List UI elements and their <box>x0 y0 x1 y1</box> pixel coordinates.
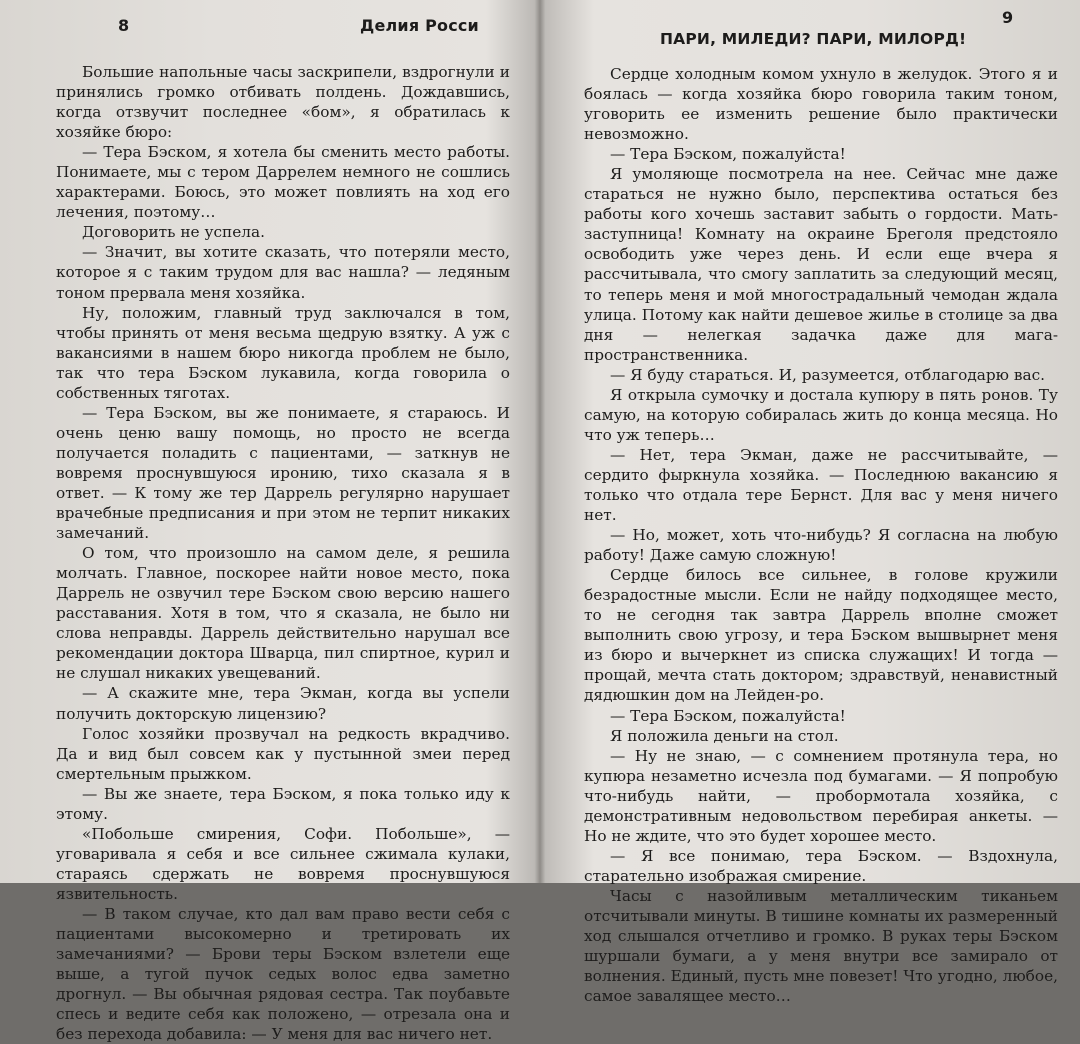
paragraph: — Ну не знаю, — с сомнением протянула тера, но купюра незаметно исчезла под бумагами. — Я попробую что-нибудь найти, — пробормотала хозяйка, с демонстративным недовольством перебирая анкеты. — Но не ждите, что это будет хорошее место. <box>584 746 1058 845</box>
page-number: 9 <box>1002 8 1014 27</box>
paragraph: — В таком случае, кто дал вам право вести себя с пациентами высокомерно и третировать их замечаниями? — Брови теры Бэском взлетели еще выше, а тугой пучок седых волос едва заметно дрогнул. — Вы обычная рядовая сестра. Так поубавьте спесь и ведите себя как положено, — отрезала она и без перехода добавила: — У меня для вас ничего нет. <box>56 904 510 1044</box>
paragraph: — Но, может, хоть что-нибудь? Я согласна на любую работу! Даже самую сложную! <box>584 526 1058 565</box>
paragraph: Сердце билось все сильнее, в голове кружили безрадостные мысли. Если не найду подходящее место, то не сегодня так завтра Даррель вполне сможет выполнить свою угрозу, и тера Бэском вышвырнет меня из бюро и вычеркнет из списка служащих! И тогда — прощай, мечта стать доктором; здравствуй, ненавистный дядюшкин дом на Лейден-ро. <box>584 566 1058 705</box>
right-page-text <box>584 64 1058 1006</box>
paragraph: — Значит, вы хотите сказать, что потеряли место, которое я с таким трудом для вас нашла? — ледяным тоном прервала меня хозяйка. <box>56 243 510 302</box>
right-page <box>540 0 1080 1006</box>
paragraph: — Тера Бэском, пожалуйста! <box>610 145 846 164</box>
page-number: 8 <box>118 16 130 35</box>
paragraph: Я положила деньги на стол. <box>610 726 839 745</box>
paragraph: — Тера Бэском, я хотела бы сменить место работы. Понимаете, мы с тером Даррелем немного не сошлись характерами. Боюсь, это может повлиять на ход его лечения, поэтому… <box>56 143 510 222</box>
running-header-title: ПАРИ, МИЛЕДИ? ПАРИ, МИЛОРД! <box>660 30 967 48</box>
paragraph: — Я все понимаю, тера Бэском. — Вздохнула, старательно изображая смирение. <box>584 846 1058 885</box>
paragraph: — А скажите мне, тера Экман, когда вы успели получить докторскую лицензию? <box>56 684 510 723</box>
running-header-author: Делия Росси <box>360 16 479 35</box>
paragraph: Часы с назойливым металлическим тиканьем отсчитывали минуты. В тишине комнаты их размеренный ход слышался отчетливо и громко. В руках теры Бэском шуршали бумаги, а у меня внутри все замирало от волнения. Единый, пусть мне повезет! Что угодно, любое, самое завалящее место… <box>584 886 1058 1006</box>
paragraph: Я открыла сумочку и достала купюру в пять ронов. Ту самую, на которую собиралась жить до конца месяца. Но что уж теперь… <box>584 385 1058 444</box>
paragraph: Ну, положим, главный труд заключался в том, чтобы принять от меня весьма щедрую взятку. А уж с вакансиями в нашем бюро никогда проблем не было, так что тера Бэском лукавила, когда говорила о собственных тяготах. <box>56 303 510 402</box>
paragraph: «Побольше смирения, Софи. Побольше», — уговаривала я себя и все сильнее сжимала кулаки, стараясь сдержать не вовремя проснувшуюся язвительность. <box>56 824 510 903</box>
left-page-text <box>56 62 510 1044</box>
left-page-header <box>56 14 510 48</box>
paragraph: Договорить не успела. <box>82 223 265 242</box>
right-page-header <box>584 8 1058 64</box>
paragraph: — Вы же знаете, тера Бэском, я пока только иду к этому. <box>56 784 510 823</box>
paragraph: О том, что произошло на самом деле, я решила молчать. Главное, поскорее найти новое место, пока Даррель не озвучил тере Бэском свою версию нашего расставания. Хотя в том, что я сказала, не было ни слова неправды. Даррель действительно нарушал все рекомендации доктора Шварца, пил спиртное, курил и не слушал никаких увещеваний. <box>56 544 510 683</box>
paragraph: — Нет, тера Экман, даже не рассчитывайте, — сердито фыркнула хозяйка. — Последнюю вакансию я только что отдала тере Бернст. Для вас у меня ничего нет. <box>584 445 1058 525</box>
paragraph: — Я буду стараться. И, разумеется, отблагодарю вас. <box>610 365 1046 384</box>
paragraph: Голос хозяйки прозвучал на редкость вкрадчиво. Да и вид был совсем как у пустынной змеи перед смертельным прыжком. <box>56 724 510 783</box>
paragraph: — Тера Бэском, пожалуйста! <box>610 706 846 725</box>
paragraph: Я умоляюще посмотрела на нее. Сейчас мне даже стараться не нужно было, перспектива остаться без работы кого хочешь заставит забыть о гордости. Мать-заступница! Комнату на окраине Бреголя предстояло освободить уже через день. И если еще вчера я рассчитывала, что смогу заплатить за следующий месяц, то теперь меня и мой многострадальный чемодан ждала улица. Потому как найти дешевое жилье в столице за два дня — нелегкая задачка даже для мага-пространственника. <box>584 165 1058 364</box>
paragraph: Сердце холодным комом ухнуло в желудок. Этого я и боялась — когда хозяйка бюро говорила таким тоном, уговорить ее изменить решение было практически невозможно. <box>584 65 1058 144</box>
paragraph: Большие напольные часы заскрипели, вздрогнули и принялись громко отбивать полдень. Дождавшись, когда отзвучит последнее «бом», я обратилась к хозяйке бюро: <box>56 63 510 142</box>
paragraph: — Тера Бэском, вы же понимаете, я стараюсь. И очень ценю вашу помощь, но просто не всегда получается поладить с пациентами, — заткнув не вовремя проснувшуюся иронию, тихо сказала я в ответ. — К тому же тер Даррель регулярно нарушает врачебные предписания и при этом не терпит никаких замечаний. <box>56 403 510 543</box>
